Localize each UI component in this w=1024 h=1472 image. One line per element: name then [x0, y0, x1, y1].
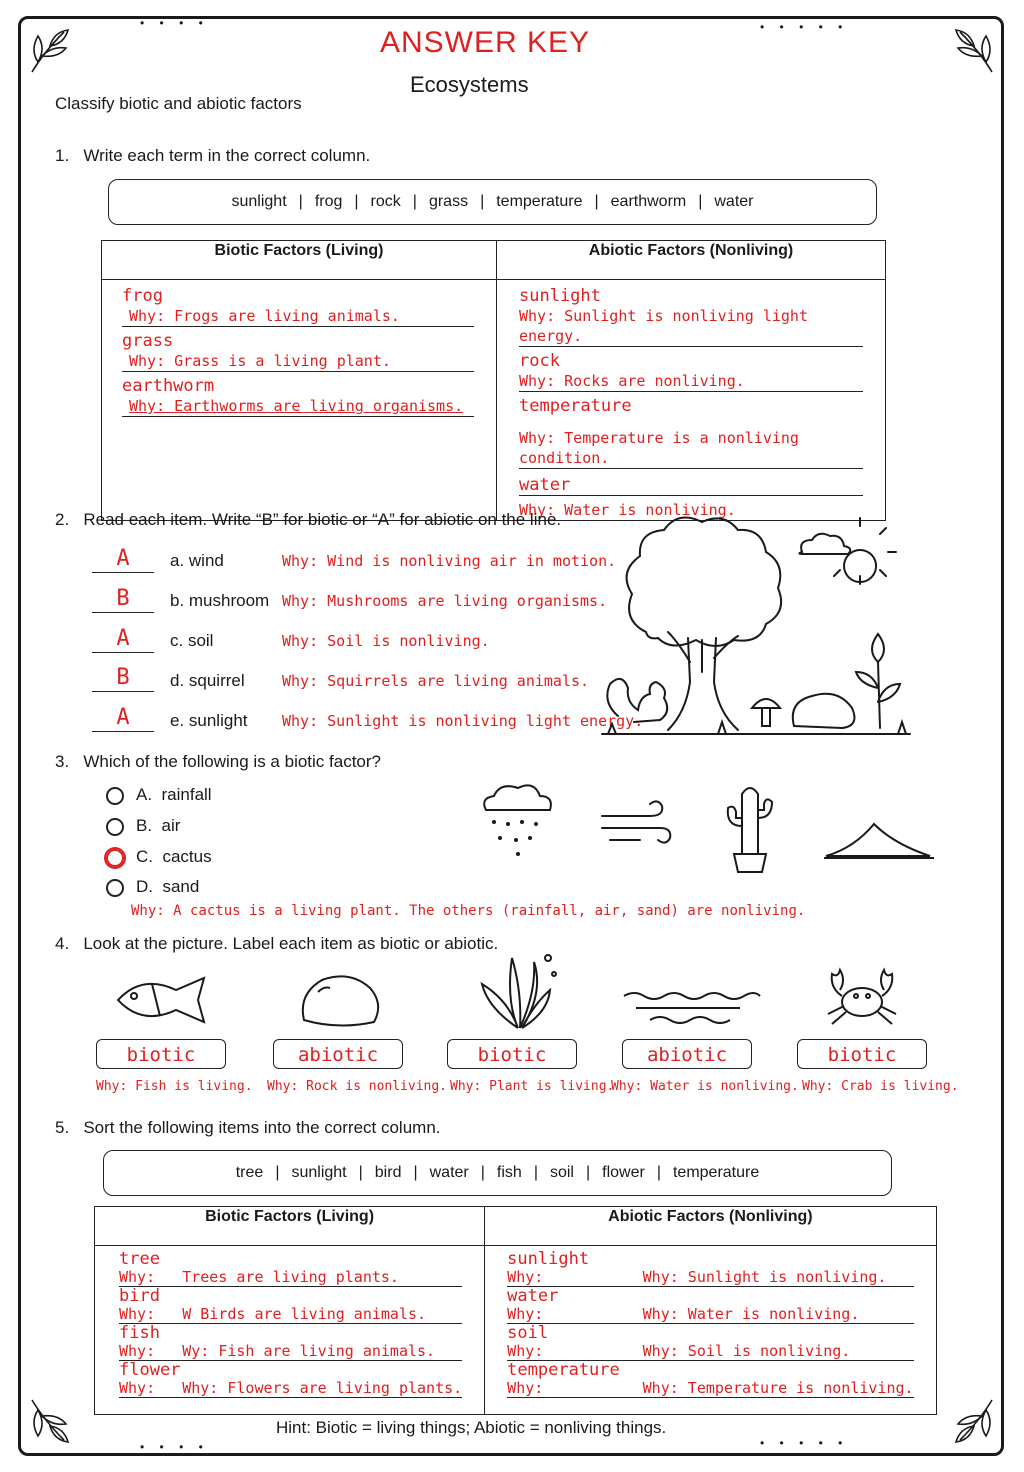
answer-line[interactable]: A [92, 546, 154, 573]
abiotic-entry: rock Why: Rocks are nonliving. [519, 351, 863, 392]
q2-item-why: Why: Squirrels are living animals. [282, 672, 590, 690]
biotic-entry: earthworm Why: Earthworms are living organisms. [122, 376, 474, 417]
rain-cloud-icon [478, 780, 558, 860]
word-bank-item: water [714, 193, 754, 210]
abiotic-entry: water Why: Why: Water is nonliving. [507, 1287, 913, 1324]
option-label: D. sand [136, 877, 200, 896]
q3-why: Why: A cactus is a living plant. The others (rainfall, air, sand) are nonliving. [131, 903, 806, 919]
leaf-corner-icon [944, 22, 1000, 78]
col-header-biotic: Biotic Factors (Living) [102, 241, 497, 280]
word-bank-item: tree [235, 1164, 264, 1181]
biotic-entry: fish Why: Wy: Fish are living animals. [119, 1324, 462, 1361]
word-bank-item: fish [496, 1164, 522, 1181]
q2-item-why: Why: Wind is nonliving air in motion. [282, 552, 617, 570]
option-label: B. air [136, 816, 181, 835]
radio-option-d[interactable] [106, 879, 124, 897]
word-bank-item: frog [314, 193, 343, 210]
q4-prompt: 4. Look at the picture. Label each item as biotic or abiotic. [55, 934, 499, 953]
decorative-dots: • • • • • [760, 1436, 849, 1450]
biotic-column [102, 280, 497, 521]
plant-icon [478, 952, 564, 1030]
word-bank-item: sunlight [231, 193, 287, 210]
word-bank-item: rock [370, 193, 401, 210]
q2-item-label: e. sunlight [170, 711, 248, 730]
cactus-icon [720, 782, 780, 874]
q5-sort-table [94, 1206, 937, 1415]
leaf-corner-icon [944, 1394, 1000, 1450]
word-bank-item: grass [428, 193, 469, 210]
answer-line[interactable]: B [92, 665, 154, 692]
leaf-corner-icon [24, 22, 80, 78]
q4-answer-box[interactable]: biotic [797, 1039, 927, 1069]
q2-item-label: a. wind [170, 551, 224, 570]
q1-sort-table [101, 240, 886, 521]
wind-icon [600, 796, 674, 852]
radio-option-a[interactable] [106, 787, 124, 805]
word-bank-item: flower [602, 1164, 645, 1181]
footer-hint: Hint: Biotic = living things; Abiotic = nonliving things. [276, 1418, 667, 1437]
radio-option-c-selected[interactable] [106, 849, 124, 867]
option-label: A. rainfall [136, 785, 212, 804]
q4-answer-box[interactable]: abiotic [622, 1039, 752, 1069]
rock-icon [298, 970, 384, 1030]
page-instruction: Classify biotic and abiotic factors [55, 94, 302, 113]
q1-word-bank: sunlight | frog | rock | grass | temperature | earthworm | water [108, 179, 877, 225]
biotic-entry: flower Why: Why: Flowers are living plants. [119, 1360, 463, 1397]
q2-item-label: c. soil [170, 631, 214, 650]
q2-prompt: 2. Read each item. Write “B” for biotic or “A” for abiotic on the line. [55, 510, 562, 529]
col-header-biotic: Biotic Factors (Living) [95, 1207, 485, 1246]
abiotic-entry: soil Why: Why: Soil is nonliving. [507, 1324, 913, 1361]
abiotic-column [485, 1246, 936, 1415]
word-bank-item: sunlight [291, 1164, 347, 1181]
grass-icon [602, 722, 910, 734]
word-bank-item: temperature [496, 193, 583, 210]
abiotic-entry: sunlight Why: Sunlight is nonliving light energy. [519, 286, 863, 347]
q5-prompt: 5. Sort the following items into the correct column. [55, 1118, 441, 1137]
sand-pile-icon [824, 818, 934, 862]
q4-why: Why: Rock is nonliving. [267, 1079, 448, 1094]
q5-word-bank: tree | sunlight | bird | water | fish | soil | flower | temperature [103, 1150, 892, 1196]
decorative-dots: • • • • • [760, 20, 849, 34]
tree-trunk-icon [668, 632, 738, 730]
sapling-icon [856, 634, 900, 728]
q2-item-label: b. mushroom [170, 591, 270, 610]
page-subtitle: Ecosystems [410, 72, 529, 97]
q2-item-why: Why: Sunlight is nonliving light energy. [282, 712, 644, 730]
word-bank-item: earthworm [610, 193, 687, 210]
fish-icon [112, 972, 212, 1028]
q4-why: Why: Water is nonliving. [611, 1079, 799, 1094]
abiotic-entry: water Why: Water is nonliving. [519, 475, 863, 520]
col-header-abiotic: Abiotic Factors (Nonliving) [497, 241, 886, 280]
answer-line[interactable]: A [92, 705, 154, 732]
leaf-corner-icon [24, 1394, 80, 1450]
abiotic-entry: temperature Why: Why: Temperature is nonliving. [507, 1360, 914, 1397]
q4-why: Why: Crab is living. [802, 1079, 959, 1094]
biotic-entry: grass Why: Grass is a living plant. [122, 331, 474, 372]
q4-answer-box[interactable]: biotic [96, 1039, 226, 1069]
q2-item-why: Why: Soil is nonliving. [282, 632, 490, 650]
decorative-dots: • • • • [140, 1440, 209, 1454]
rock-icon [793, 694, 855, 728]
page-title: ANSWER KEY [380, 26, 591, 59]
word-bank-item: bird [374, 1164, 402, 1181]
q3-prompt: 3. Which of the following is a biotic factor? [55, 752, 381, 771]
word-bank-item: temperature [672, 1164, 760, 1181]
q4-why: Why: Fish is living. [96, 1079, 253, 1094]
abiotic-entry: temperature Why: Temperature is a nonliving condition. [519, 396, 863, 469]
col-header-abiotic: Abiotic Factors (Nonliving) [485, 1207, 936, 1246]
cloud-icon [799, 534, 850, 554]
biotic-entry: tree Why: Trees are living plants. [119, 1250, 462, 1287]
squirrel-icon [607, 679, 667, 722]
q4-answer-box[interactable]: abiotic [273, 1039, 403, 1069]
answer-line[interactable]: B [92, 586, 154, 613]
biotic-column [95, 1246, 485, 1415]
q4-why: Why: Plant is living. [450, 1079, 615, 1094]
radio-option-b[interactable] [106, 818, 124, 836]
biotic-entry: bird Why: W Birds are living animals. [119, 1287, 462, 1324]
ecosystem-scene-illustration [598, 512, 918, 742]
biotic-entry: frog Why: Frogs are living animals. [122, 286, 474, 327]
option-label: C. cactus [136, 847, 212, 866]
abiotic-entry: sunlight Why: Why: Sunlight is nonliving. [507, 1250, 913, 1287]
water-icon [620, 988, 760, 1024]
word-bank-item: water [429, 1164, 469, 1181]
tree-canopy-icon [627, 518, 782, 647]
q2-item-why: Why: Mushrooms are living organisms. [282, 592, 608, 610]
abiotic-column [497, 280, 886, 521]
answer-line[interactable]: A [92, 626, 154, 653]
mushroom-icon [752, 699, 780, 726]
q2-item-label: d. squirrel [170, 671, 245, 690]
q4-answer-box[interactable]: biotic [447, 1039, 577, 1069]
word-bank-item: soil [549, 1164, 574, 1181]
decorative-dots: • • • • [140, 16, 209, 30]
crab-icon [822, 966, 902, 1028]
q1-prompt: 1. Write each term in the correct column. [55, 146, 371, 165]
